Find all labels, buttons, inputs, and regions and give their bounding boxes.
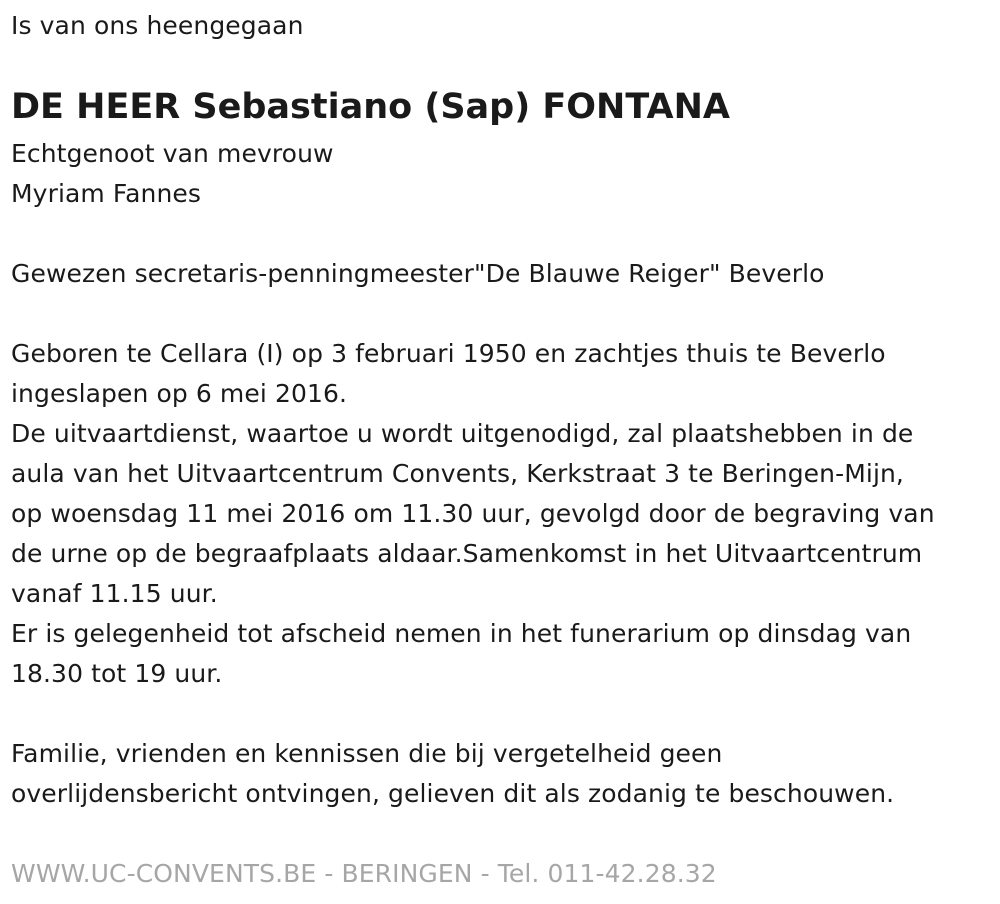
body-line: De uitvaartdienst, waartoe u wordt uitgenodigd, zal plaatshebben in de bbox=[11, 419, 914, 448]
deceased-name: DE HEER Sebastiano (Sap) FONTANA bbox=[11, 87, 730, 127]
body-line: aula van het Uitvaartcentrum Convents, Kerkstraat 3 te Beringen-Mijn, bbox=[11, 459, 904, 488]
body-line: Geboren te Cellara (I) op 3 februari 1950 en zachtjes thuis te Beverlo bbox=[11, 339, 886, 368]
former-role: Gewezen secretaris-penningmeester"De Blauwe Reiger" Beverlo bbox=[11, 259, 825, 288]
body-line: Er is gelegenheid tot afscheid nemen in het funerarium op dinsdag van bbox=[11, 619, 912, 648]
footer-contact: WWW.UC-CONVENTS.BE - BERINGEN - Tel. 011-42.28.32 bbox=[11, 859, 717, 888]
closing-line: overlijdensbericht ontvingen, gelieven dit als zodanig te beschouwen. bbox=[11, 779, 895, 808]
body-line: 18.30 tot 19 uur. bbox=[11, 659, 223, 688]
body-line: vanaf 11.15 uur. bbox=[11, 579, 218, 608]
body-line: op woensdag 11 mei 2016 om 11.30 uur, gevolgd door de begraving van bbox=[11, 499, 935, 528]
body-line: ingeslapen op 6 mei 2016. bbox=[11, 379, 348, 408]
intro-text: Is van ons heengegaan bbox=[11, 11, 304, 40]
closing-line: Familie, vrienden en kennissen die bij vergetelheid geen bbox=[11, 739, 723, 768]
body-line: de urne op de begraafplaats aldaar.Samenkomst in het Uitvaartcentrum bbox=[11, 539, 923, 568]
spouse-line-1: Echtgenoot van mevrouw bbox=[11, 139, 334, 168]
spouse-line-2: Myriam Fannes bbox=[11, 179, 202, 208]
